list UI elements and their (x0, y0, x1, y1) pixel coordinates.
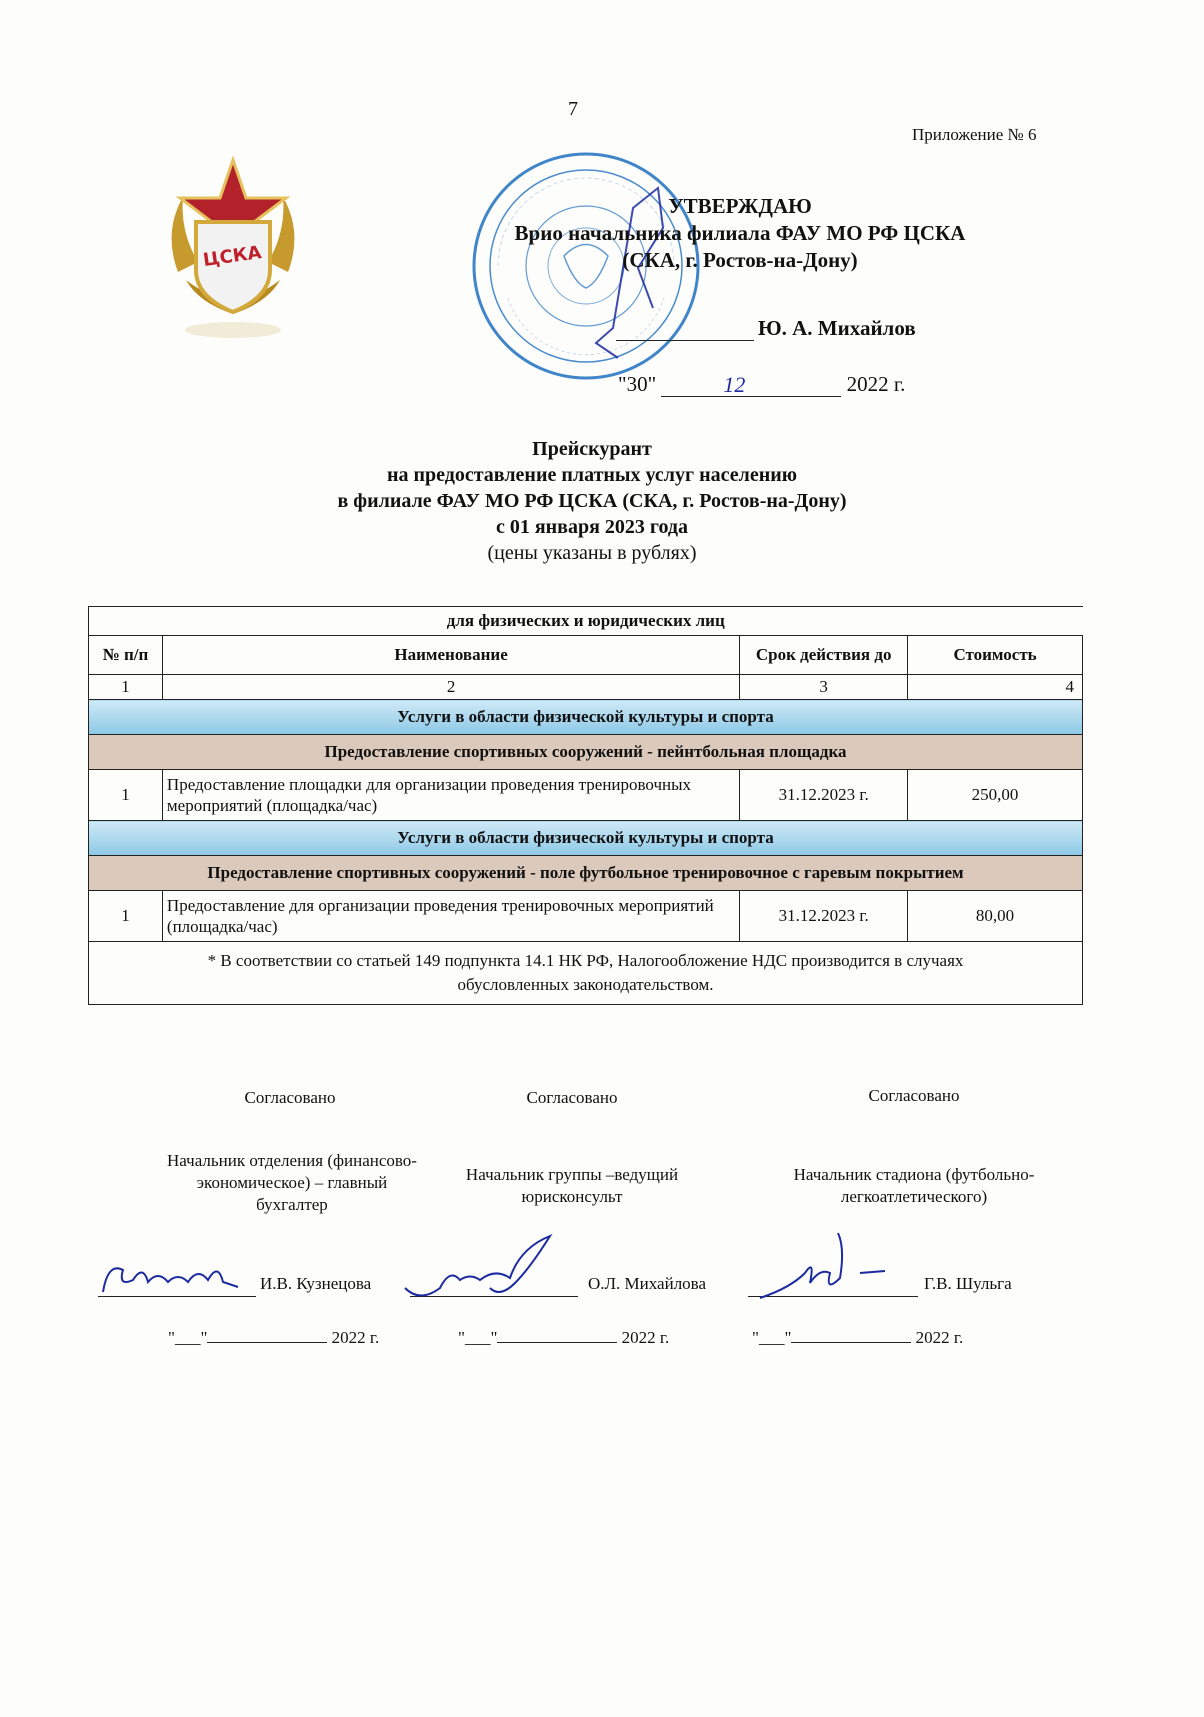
role-line: Начальник группы –ведущий (465, 1165, 679, 1184)
agreement-label: Согласовано (526, 1088, 618, 1107)
subcategory-label: Предоставление спортивных сооружений - пейнтбольная площадка (89, 735, 1083, 770)
subcategory-row (89, 735, 1083, 770)
header-price: Стоимость (908, 636, 1083, 675)
page-number: 7 (568, 98, 578, 120)
role-line: Начальник отделения (финансово- (167, 1151, 417, 1170)
table-row (89, 770, 1083, 821)
approval-date-day: "30" (618, 372, 657, 396)
approval-title: УТВЕРЖДАЮ (668, 194, 812, 218)
signer-name: И.В. Кузнецова (260, 1274, 372, 1293)
column-number: 1 (89, 675, 163, 700)
approval-signature-line (616, 340, 754, 341)
header-num: № п/п (89, 636, 163, 675)
item-valid: 31.12.2023 г. (740, 891, 908, 942)
table-audience: для физических и юридических лиц (89, 607, 1083, 636)
column-number: 3 (740, 675, 908, 700)
header-name: Наименование (162, 636, 739, 675)
agreement-role (422, 1164, 722, 1208)
role-line: легкоатлетического) (840, 1187, 988, 1206)
signature-date (458, 1326, 669, 1348)
item-name: Предоставление для организации проведения тренировочных мероприятий (площадка/час) (162, 891, 739, 942)
category-label: Услуги в области физической культуры и спорта (89, 821, 1083, 856)
header-valid: Срок действия до (740, 636, 908, 675)
date-year: 2022 г. (331, 1328, 380, 1347)
item-price: 250,00 (908, 770, 1083, 821)
date-day: "___" (458, 1328, 498, 1347)
item-price: 80,00 (908, 891, 1083, 942)
title-line-1: Прейскурант (532, 438, 652, 460)
date-line (791, 1326, 911, 1343)
date-line (207, 1326, 327, 1343)
table-audience-row (89, 607, 1083, 636)
date-year: 2022 г. (915, 1328, 964, 1347)
signature-line (748, 1296, 918, 1297)
agreement-label: Согласовано (868, 1086, 960, 1105)
signature-line (410, 1296, 578, 1297)
title-line-2: на предоставление платных услуг населению (386, 464, 798, 486)
item-num: 1 (89, 770, 163, 821)
signature-date (752, 1326, 963, 1348)
price-table (88, 606, 1083, 1005)
category-row (89, 700, 1083, 735)
subcategory-row (89, 856, 1083, 891)
approval-position: Врио начальника филиала ФАУ МО РФ ЦСКА (514, 221, 966, 245)
signer-name: Г.В. Шульга (924, 1274, 1012, 1293)
column-number-row (89, 675, 1083, 700)
table-row (89, 891, 1083, 942)
title-line-3: в филиале ФАУ МО РФ ЦСКА (СКА, г. Ростов-на-Дону) (337, 490, 847, 512)
cska-logo (158, 152, 308, 342)
signature-date (168, 1326, 379, 1348)
subcategory-label: Предоставление спортивных сооружений - поле футбольное тренировочное с гаревым покрытием (89, 856, 1083, 891)
footnote-line-1: * В соответствии со статьей 149 подпункта 14.1 НК РФ, Налогообложение НДС производится в случаях (207, 951, 964, 970)
role-line: бухгалтер (256, 1195, 328, 1214)
role-line: юрисконсульт (521, 1187, 623, 1206)
approval-date-line (661, 372, 841, 397)
approval-date-year: 2022 г. (846, 372, 906, 396)
approval-branch: (СКА, г. Ростов-на-Дону) (622, 248, 858, 272)
date-day: "___" (752, 1328, 792, 1347)
handwritten-signature (98, 1252, 248, 1302)
footnote-row (89, 942, 1083, 1005)
role-line: экономическое) – главный (196, 1173, 388, 1192)
approval-signer-name: Ю. А. Михайлов (758, 316, 916, 340)
title-line-5: (цены указаны в рублях) (487, 542, 697, 564)
document-title (200, 436, 984, 566)
approval-date (618, 372, 905, 397)
agreement-label: Согласовано (244, 1088, 336, 1107)
title-line-4: с 01 января 2023 года (495, 516, 689, 538)
category-label: Услуги в области физической культуры и спорта (89, 700, 1083, 735)
agreement-role (764, 1164, 1064, 1208)
role-line: Начальник стадиона (футбольно- (793, 1165, 1035, 1184)
signer-name: О.Л. Михайлова (588, 1274, 707, 1293)
svg-text:ЦСКА: ЦСКА (201, 242, 263, 272)
appendix-label: Приложение № 6 (912, 125, 1037, 144)
date-day: "___" (168, 1328, 208, 1347)
signature-line (98, 1296, 256, 1297)
footnote-line-2: обусловленных законодательством. (457, 975, 714, 994)
category-row (89, 821, 1083, 856)
item-name: Предоставление площадки для организации проведения тренировочных мероприятий (площадка/час) (162, 770, 739, 821)
approval-block (480, 193, 1000, 274)
footnote (89, 942, 1083, 1005)
item-num: 1 (89, 891, 163, 942)
approval-date-month: 12 (723, 372, 746, 397)
column-number: 4 (908, 675, 1083, 700)
date-year: 2022 г. (621, 1328, 670, 1347)
column-number: 2 (162, 675, 739, 700)
table-header-row (89, 636, 1083, 675)
date-line (497, 1326, 617, 1343)
item-valid: 31.12.2023 г. (740, 770, 908, 821)
